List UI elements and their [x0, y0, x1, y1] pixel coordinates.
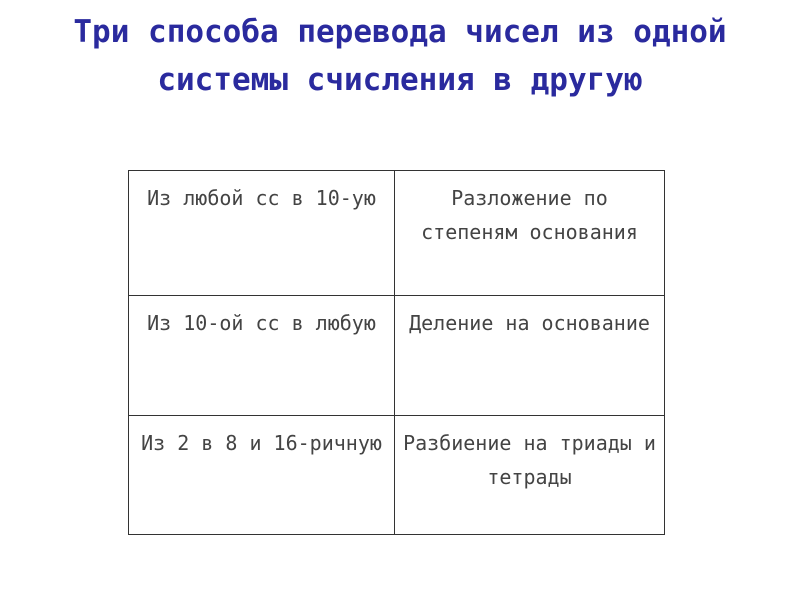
method-cell: Деление на основание [395, 296, 665, 416]
slide-title: Три способа перевода чисел из одной системы счисления в другую [73, 14, 727, 98]
method-cell: Разбиение на триады и тетрады [395, 416, 665, 535]
table-row [129, 416, 665, 535]
table-row [129, 171, 665, 296]
method-cell: Разложение по степеням основания [395, 171, 665, 296]
source-system-cell: Из любой сс в 10-ую [129, 171, 395, 296]
table-row [129, 296, 665, 416]
source-system-cell: Из 10-ой сс в любую [129, 296, 395, 416]
conversion-methods-table [128, 170, 665, 535]
source-system-cell: Из 2 в 8 и 16-ричную [129, 416, 395, 535]
